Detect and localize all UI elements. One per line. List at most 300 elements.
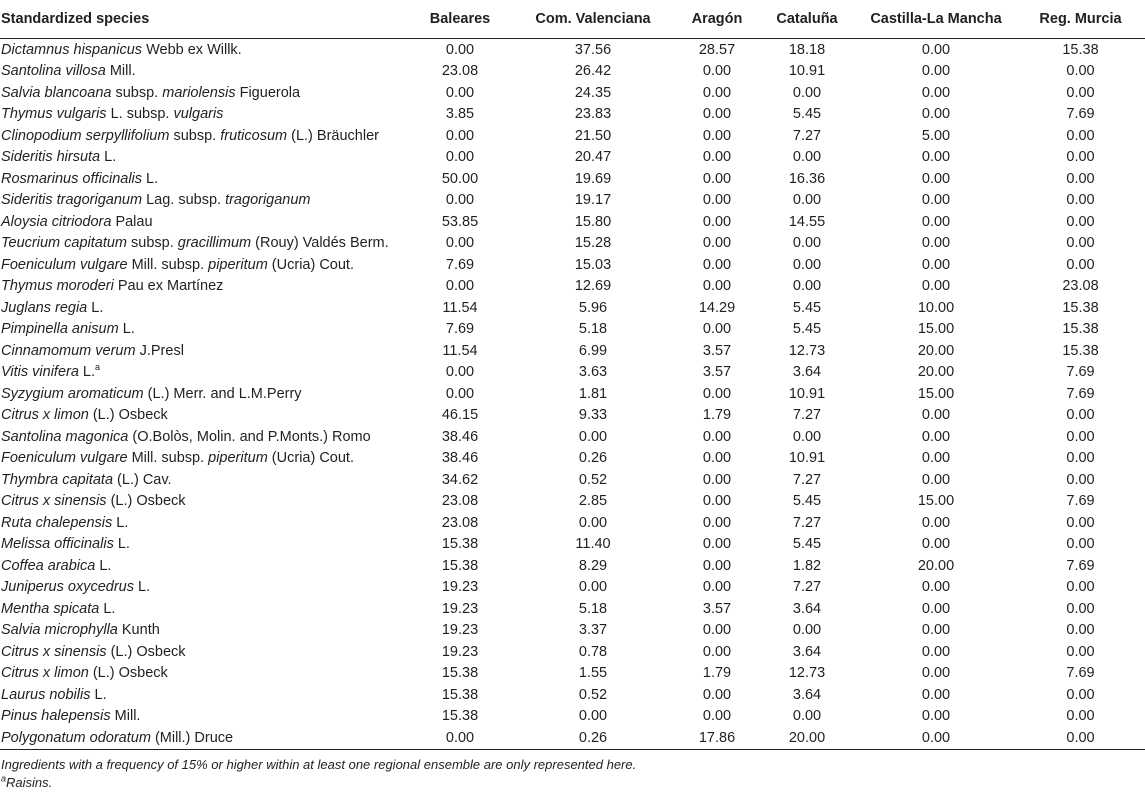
value-reg-murcia: 7.69 bbox=[1066, 385, 1095, 402]
value-aragon: 0.00 bbox=[702, 643, 732, 660]
value-castilla-la-mancha: 0.00 bbox=[921, 256, 951, 273]
value-com-valenciana: 0.52 bbox=[578, 686, 608, 703]
footnote-marker: a bbox=[95, 362, 101, 373]
species-cell bbox=[0, 319, 410, 341]
table-row bbox=[0, 491, 1145, 513]
species-name: Salvia microphylla bbox=[1, 622, 118, 639]
species-name: Vitis vinifera bbox=[1, 364, 79, 381]
header-baleares: Baleares bbox=[410, 0, 510, 39]
value-aragon: 0.00 bbox=[702, 213, 732, 230]
value-baleares: 38.46 bbox=[441, 450, 479, 467]
value-reg-murcia: 15.38 bbox=[1062, 321, 1099, 338]
value-cataluna: 0.00 bbox=[792, 622, 822, 639]
value-com-valenciana: 19.17 bbox=[574, 192, 612, 209]
value-com-valenciana: 0.00 bbox=[578, 428, 608, 445]
value-cataluna: 16.36 bbox=[788, 170, 826, 187]
value-aragon: 0.00 bbox=[702, 708, 732, 725]
value-baleares: 15.38 bbox=[441, 665, 479, 682]
value-reg-murcia: 23.08 bbox=[1062, 278, 1099, 295]
value-reg-murcia: 15.38 bbox=[1062, 41, 1099, 58]
value-baleares: 7.69 bbox=[445, 256, 475, 273]
value-baleares: 0.00 bbox=[445, 385, 475, 402]
species-cell bbox=[0, 254, 410, 276]
value-castilla-la-mancha: 15.00 bbox=[917, 321, 955, 338]
table-row bbox=[0, 340, 1145, 362]
value-cataluna: 1.82 bbox=[792, 557, 822, 574]
species-name: Thymus vulgaris bbox=[1, 106, 107, 123]
value-aragon: 3.57 bbox=[702, 600, 732, 617]
value-reg-murcia: 0.00 bbox=[1066, 256, 1095, 273]
infraspecific-name: tragoriganum bbox=[225, 192, 311, 209]
species-cell bbox=[0, 233, 410, 255]
species-authority: subsp. bbox=[127, 235, 178, 252]
table-row bbox=[0, 297, 1145, 319]
value-com-valenciana: 21.50 bbox=[574, 127, 612, 144]
value-reg-murcia: 0.00 bbox=[1066, 579, 1095, 596]
value-cataluna: 5.45 bbox=[792, 493, 822, 510]
species-name: Syzygium aromaticum bbox=[1, 385, 144, 402]
value-castilla-la-mancha: 0.00 bbox=[921, 708, 951, 725]
value-castilla-la-mancha: 0.00 bbox=[921, 536, 951, 553]
species-name: Laurus nobilis bbox=[1, 686, 91, 703]
species-cell bbox=[0, 297, 410, 319]
species-name: Foeniculum vulgare bbox=[1, 450, 128, 467]
value-baleares: 0.00 bbox=[410, 727, 510, 750]
value-baleares: 23.08 bbox=[441, 514, 479, 531]
value-reg-murcia: 0.00 bbox=[1066, 622, 1095, 639]
species-cell bbox=[0, 577, 410, 599]
species-cell bbox=[0, 125, 410, 147]
value-baleares: 7.69 bbox=[445, 321, 475, 338]
value-cataluna: 0.00 bbox=[792, 192, 822, 209]
value-castilla-la-mancha: 20.00 bbox=[917, 557, 955, 574]
species-authority: (L.) Osbeck bbox=[106, 493, 186, 510]
value-cataluna: 14.55 bbox=[788, 213, 826, 230]
table-row bbox=[0, 620, 1145, 642]
value-castilla-la-mancha: 0.00 bbox=[921, 622, 951, 639]
header-row bbox=[0, 0, 1145, 39]
value-castilla-la-mancha: 0.00 bbox=[921, 471, 951, 488]
species-name: Santolina magonica bbox=[1, 428, 129, 445]
value-baleares: 15.38 bbox=[441, 686, 479, 703]
value-cataluna: 0.00 bbox=[792, 149, 822, 166]
value-aragon: 0.00 bbox=[702, 536, 732, 553]
species-cell bbox=[0, 276, 410, 298]
infraspecific-authority: (L.) Bräuchler bbox=[287, 127, 379, 144]
value-castilla-la-mancha: 0.00 bbox=[921, 428, 951, 445]
value-baleares: 19.23 bbox=[441, 622, 479, 639]
value-reg-murcia: 0.00 bbox=[1016, 727, 1145, 750]
value-reg-murcia: 0.00 bbox=[1066, 450, 1095, 467]
value-com-valenciana: 0.52 bbox=[578, 471, 608, 488]
species-cell bbox=[0, 641, 410, 663]
table-row bbox=[0, 663, 1145, 685]
value-reg-murcia: 7.69 bbox=[1066, 665, 1095, 682]
value-reg-murcia: 0.00 bbox=[1066, 192, 1095, 209]
species-authority: subsp. bbox=[111, 84, 163, 101]
value-baleares: 15.38 bbox=[441, 708, 479, 725]
species-name: Mentha spicata bbox=[1, 600, 100, 617]
species-name: Pimpinella anisum bbox=[1, 321, 119, 338]
value-com-valenciana: 23.83 bbox=[574, 106, 612, 123]
value-reg-murcia: 0.00 bbox=[1066, 643, 1095, 660]
value-aragon: 0.00 bbox=[702, 428, 732, 445]
value-castilla-la-mancha: 0.00 bbox=[921, 514, 951, 531]
value-cataluna: 10.91 bbox=[788, 63, 826, 80]
species-cell bbox=[0, 727, 410, 750]
value-reg-murcia: 0.00 bbox=[1066, 471, 1095, 488]
infraspecific-name: piperitum bbox=[208, 450, 268, 467]
value-aragon: 0.00 bbox=[702, 557, 732, 574]
species-name: Teucrium capitatum bbox=[1, 235, 127, 252]
value-baleares: 19.23 bbox=[441, 579, 479, 596]
value-cataluna: 3.64 bbox=[792, 600, 822, 617]
species-cell bbox=[0, 555, 410, 577]
infraspecific-name: mariolensis bbox=[162, 84, 236, 101]
species-cell bbox=[0, 684, 410, 706]
value-aragon: 0.00 bbox=[702, 84, 732, 101]
species-authority: Palau bbox=[111, 213, 153, 230]
table-row bbox=[0, 276, 1145, 298]
value-reg-murcia: 7.69 bbox=[1066, 557, 1095, 574]
value-com-valenciana: 11.40 bbox=[575, 536, 611, 553]
value-reg-murcia: 7.69 bbox=[1066, 493, 1095, 510]
value-reg-murcia: 7.69 bbox=[1066, 106, 1095, 123]
value-com-valenciana: 3.37 bbox=[578, 622, 608, 639]
infraspecific-authority: (Ucria) Cout. bbox=[267, 450, 354, 467]
species-authority: L. bbox=[90, 686, 107, 703]
value-castilla-la-mancha: 0.00 bbox=[921, 63, 951, 80]
value-baleares: 15.38 bbox=[441, 536, 479, 553]
infraspecific-name: fruticosum bbox=[220, 127, 288, 144]
table-row bbox=[0, 168, 1145, 190]
value-cataluna: 10.91 bbox=[788, 385, 826, 402]
species-name: Santolina villosa bbox=[1, 63, 106, 80]
value-cataluna: 7.27 bbox=[792, 514, 822, 531]
value-cataluna: 5.45 bbox=[792, 106, 822, 123]
species-cell bbox=[0, 598, 410, 620]
footnote-a bbox=[0, 775, 1145, 793]
value-reg-murcia: 0.00 bbox=[1066, 407, 1095, 424]
value-aragon: 1.79 bbox=[702, 665, 732, 682]
value-castilla-la-mancha: 0.00 bbox=[921, 213, 951, 230]
value-castilla-la-mancha: 0.00 bbox=[921, 84, 951, 101]
value-baleares: 23.08 bbox=[441, 63, 479, 80]
value-castilla-la-mancha: 0.00 bbox=[921, 450, 951, 467]
species-name: Melissa officinalis bbox=[1, 536, 114, 553]
value-baleares: 0.00 bbox=[445, 364, 475, 381]
table-row bbox=[0, 534, 1145, 556]
species-cell bbox=[0, 168, 410, 190]
value-cataluna: 0.00 bbox=[792, 235, 822, 252]
species-name: Rosmarinus officinalis bbox=[1, 170, 143, 187]
species-cell bbox=[0, 405, 410, 427]
value-com-valenciana: 0.26 bbox=[510, 727, 676, 750]
value-aragon: 0.00 bbox=[702, 106, 732, 123]
species-cell bbox=[0, 61, 410, 83]
species-name: Juglans regia bbox=[1, 299, 88, 316]
value-com-valenciana: 37.56 bbox=[574, 41, 612, 58]
infraspecific-authority: Figuerola bbox=[235, 84, 301, 101]
species-name: Sideritis tragoriganum bbox=[1, 192, 143, 209]
table-row bbox=[0, 555, 1145, 577]
species-name: Polygonatum odoratum bbox=[1, 730, 151, 746]
species-name: Sideritis hirsuta bbox=[1, 149, 101, 166]
value-reg-murcia: 0.00 bbox=[1066, 600, 1095, 617]
infraspecific-authority: (Rouy) Valdés Berm. bbox=[251, 235, 389, 252]
value-reg-murcia: 0.00 bbox=[1066, 686, 1095, 703]
table-row bbox=[0, 254, 1145, 276]
value-reg-murcia: 0.00 bbox=[1066, 514, 1095, 531]
table-body bbox=[0, 39, 1145, 750]
value-com-valenciana: 0.00 bbox=[578, 579, 608, 596]
species-authority: (L.) Cav. bbox=[113, 471, 172, 488]
species-cell bbox=[0, 190, 410, 212]
species-name: Aloysia citriodora bbox=[1, 213, 112, 230]
species-cell bbox=[0, 469, 410, 491]
species-authority: L. bbox=[95, 557, 112, 574]
value-castilla-la-mancha: 0.00 bbox=[921, 235, 951, 252]
table-row bbox=[0, 39, 1145, 61]
value-cataluna: 10.91 bbox=[788, 450, 826, 467]
table-row bbox=[0, 211, 1145, 233]
value-baleares: 46.15 bbox=[441, 407, 479, 424]
value-cataluna: 5.45 bbox=[792, 536, 822, 553]
species-name: Pinus halepensis bbox=[1, 708, 111, 725]
table-row bbox=[0, 448, 1145, 470]
value-cataluna: 0.00 bbox=[792, 256, 822, 273]
value-castilla-la-mancha: 0.00 bbox=[921, 686, 951, 703]
species-cell bbox=[0, 147, 410, 169]
value-cataluna: 5.45 bbox=[792, 321, 822, 338]
value-com-valenciana: 15.03 bbox=[574, 256, 612, 273]
footnote-a-text: Raisins. bbox=[6, 775, 53, 790]
value-cataluna: 3.64 bbox=[792, 686, 822, 703]
value-com-valenciana: 2.85 bbox=[578, 493, 608, 510]
value-aragon: 14.29 bbox=[698, 299, 736, 316]
value-cataluna: 20.00 bbox=[758, 727, 856, 750]
value-cataluna: 0.00 bbox=[792, 708, 822, 725]
value-castilla-la-mancha: 0.00 bbox=[856, 727, 1016, 750]
value-reg-murcia: 0.00 bbox=[1066, 428, 1095, 445]
value-cataluna: 7.27 bbox=[792, 407, 822, 424]
value-reg-murcia: 15.38 bbox=[1062, 299, 1099, 316]
value-com-valenciana: 19.69 bbox=[574, 170, 612, 187]
value-aragon: 0.00 bbox=[702, 385, 732, 402]
value-castilla-la-mancha: 0.00 bbox=[921, 41, 951, 58]
value-castilla-la-mancha: 5.00 bbox=[921, 127, 951, 144]
species-cell bbox=[0, 104, 410, 126]
value-cataluna: 0.00 bbox=[792, 278, 822, 295]
table-row bbox=[0, 426, 1145, 448]
value-baleares: 11.54 bbox=[442, 299, 478, 316]
species-cell bbox=[0, 620, 410, 642]
value-cataluna: 3.64 bbox=[792, 643, 822, 660]
table-row bbox=[0, 319, 1145, 341]
infraspecific-name: vulgaris bbox=[173, 106, 224, 123]
species-authority: L. bbox=[87, 299, 104, 316]
species-authority: L. bbox=[112, 514, 129, 531]
species-name: Citrus x limon bbox=[1, 407, 89, 424]
species-name: Foeniculum vulgare bbox=[1, 256, 128, 273]
table-row bbox=[0, 383, 1145, 405]
value-castilla-la-mancha: 0.00 bbox=[921, 106, 951, 123]
species-authority: L. bbox=[142, 170, 159, 187]
value-castilla-la-mancha: 0.00 bbox=[921, 278, 951, 295]
value-aragon: 0.00 bbox=[702, 622, 732, 639]
value-castilla-la-mancha: 0.00 bbox=[921, 665, 951, 682]
value-reg-murcia: 0.00 bbox=[1066, 536, 1095, 553]
species-cell bbox=[0, 663, 410, 685]
species-name: Ruta chalepensis bbox=[1, 514, 113, 531]
infraspecific-name: gracillimum bbox=[177, 235, 252, 252]
value-cataluna: 7.27 bbox=[792, 471, 822, 488]
value-aragon: 0.00 bbox=[702, 450, 732, 467]
header-cataluna: Cataluña bbox=[758, 0, 856, 39]
species-name: Citrus x sinensis bbox=[1, 493, 107, 510]
value-baleares: 11.54 bbox=[442, 342, 478, 359]
value-com-valenciana: 9.33 bbox=[578, 407, 608, 424]
infraspecific-name: piperitum bbox=[208, 256, 268, 273]
value-aragon: 3.57 bbox=[702, 364, 732, 381]
value-castilla-la-mancha: 20.00 bbox=[917, 342, 955, 359]
value-reg-murcia: 7.69 bbox=[1066, 364, 1095, 381]
value-cataluna: 5.45 bbox=[792, 299, 822, 316]
value-com-valenciana: 15.28 bbox=[574, 235, 612, 252]
table-row bbox=[0, 61, 1145, 83]
species-authority: L. bbox=[78, 364, 96, 381]
value-baleares: 0.00 bbox=[445, 235, 475, 252]
table-row bbox=[0, 147, 1145, 169]
value-com-valenciana: 6.99 bbox=[578, 342, 608, 359]
value-com-valenciana: 24.35 bbox=[574, 84, 612, 101]
value-baleares: 0.00 bbox=[445, 84, 475, 101]
value-reg-murcia: 0.00 bbox=[1066, 63, 1095, 80]
species-authority: J.Presl bbox=[135, 342, 184, 359]
species-name: Thymbra capitata bbox=[1, 471, 114, 488]
value-aragon: 0.00 bbox=[702, 493, 732, 510]
infraspecific-authority: (Ucria) Cout. bbox=[267, 256, 354, 273]
value-aragon: 0.00 bbox=[702, 235, 732, 252]
species-cell bbox=[0, 82, 410, 104]
value-castilla-la-mancha: 0.00 bbox=[921, 643, 951, 660]
value-com-valenciana: 0.26 bbox=[578, 450, 608, 467]
table-row bbox=[0, 233, 1145, 255]
value-aragon: 0.00 bbox=[702, 149, 732, 166]
value-aragon: 1.79 bbox=[702, 407, 732, 424]
species-authority: L. bbox=[134, 579, 151, 596]
value-castilla-la-mancha: 15.00 bbox=[917, 385, 955, 402]
value-castilla-la-mancha: 0.00 bbox=[921, 192, 951, 209]
species-authority: (L.) Merr. and L.M.Perry bbox=[143, 385, 302, 402]
species-authority: Mill. subsp. bbox=[127, 450, 209, 467]
species-authority: L. bbox=[99, 600, 116, 617]
table-row bbox=[0, 104, 1145, 126]
species-authority: L. bbox=[118, 321, 135, 338]
table-row bbox=[0, 598, 1145, 620]
species-authority: Webb ex Willk. bbox=[142, 41, 242, 58]
species-cell bbox=[0, 512, 410, 534]
table-row bbox=[0, 82, 1145, 104]
value-baleares: 19.23 bbox=[441, 643, 479, 660]
species-authority: (L.) Osbeck bbox=[88, 407, 168, 424]
value-reg-murcia: 0.00 bbox=[1066, 708, 1095, 725]
value-com-valenciana: 0.00 bbox=[578, 708, 608, 725]
value-aragon: 0.00 bbox=[702, 686, 732, 703]
species-name: Cinnamomum verum bbox=[1, 342, 136, 359]
value-reg-murcia: 0.00 bbox=[1066, 235, 1095, 252]
table-row bbox=[0, 512, 1145, 534]
value-cataluna: 12.73 bbox=[788, 342, 826, 359]
value-com-valenciana: 0.00 bbox=[578, 514, 608, 531]
species-authority: L. bbox=[100, 149, 117, 166]
species-name: Clinopodium serpyllifolium bbox=[1, 127, 170, 144]
value-baleares: 0.00 bbox=[445, 127, 475, 144]
value-castilla-la-mancha: 10.00 bbox=[917, 299, 955, 316]
value-baleares: 53.85 bbox=[441, 213, 479, 230]
value-baleares: 0.00 bbox=[445, 278, 475, 295]
value-com-valenciana: 15.80 bbox=[574, 213, 612, 230]
value-cataluna: 12.73 bbox=[788, 665, 826, 682]
species-authority: Pau ex Martínez bbox=[113, 278, 224, 295]
species-authority: L. subsp. bbox=[106, 106, 174, 123]
value-aragon: 0.00 bbox=[702, 514, 732, 531]
value-com-valenciana: 20.47 bbox=[574, 149, 612, 166]
species-cell bbox=[0, 448, 410, 470]
value-com-valenciana: 5.18 bbox=[578, 600, 608, 617]
value-aragon: 28.57 bbox=[698, 41, 736, 58]
species-authority: (Mill.) Druce bbox=[150, 730, 234, 746]
species-name: Citrus x limon bbox=[1, 665, 89, 682]
value-cataluna: 7.27 bbox=[792, 579, 822, 596]
value-castilla-la-mancha: 0.00 bbox=[921, 407, 951, 424]
value-aragon: 0.00 bbox=[702, 170, 732, 187]
value-baleares: 50.00 bbox=[441, 170, 479, 187]
header-species: Standardized species bbox=[0, 0, 410, 39]
value-baleares: 34.62 bbox=[441, 471, 479, 488]
value-castilla-la-mancha: 0.00 bbox=[921, 149, 951, 166]
value-reg-murcia: 0.00 bbox=[1066, 127, 1095, 144]
species-authority: (O.Bolòs, Molin. and P.Monts.) Romo bbox=[128, 428, 371, 445]
value-aragon: 17.86 bbox=[676, 727, 758, 750]
table-row bbox=[0, 706, 1145, 728]
value-castilla-la-mancha: 15.00 bbox=[917, 493, 955, 510]
value-cataluna: 7.27 bbox=[792, 127, 822, 144]
value-aragon: 0.00 bbox=[702, 471, 732, 488]
table-row bbox=[0, 405, 1145, 427]
species-name: Salvia blancoana bbox=[1, 84, 112, 101]
species-authority: Lag. subsp. bbox=[142, 192, 226, 209]
species-cell bbox=[0, 39, 410, 61]
value-aragon: 0.00 bbox=[702, 192, 732, 209]
value-cataluna: 3.64 bbox=[792, 364, 822, 381]
table-footnote: Ingredients with a frequency of 15% or higher within at least one regional ensemble are only represented here. bbox=[1, 757, 637, 772]
value-aragon: 0.00 bbox=[702, 579, 732, 596]
value-aragon: 0.00 bbox=[702, 63, 732, 80]
species-authority: Mill. bbox=[110, 708, 141, 725]
value-aragon: 0.00 bbox=[702, 321, 732, 338]
value-reg-murcia: 15.38 bbox=[1062, 342, 1099, 359]
value-reg-murcia: 0.00 bbox=[1066, 84, 1095, 101]
species-authority: Mill. bbox=[105, 63, 136, 80]
header-castilla-la-mancha: Castilla-La Mancha bbox=[856, 0, 1016, 39]
header-aragon: Aragón bbox=[676, 0, 758, 39]
value-cataluna: 0.00 bbox=[792, 428, 822, 445]
footnote-a-mark: a bbox=[1, 773, 7, 784]
header-com-valenciana: Com. Valenciana bbox=[510, 0, 676, 39]
value-baleares: 38.46 bbox=[441, 428, 479, 445]
species-cell bbox=[0, 383, 410, 405]
